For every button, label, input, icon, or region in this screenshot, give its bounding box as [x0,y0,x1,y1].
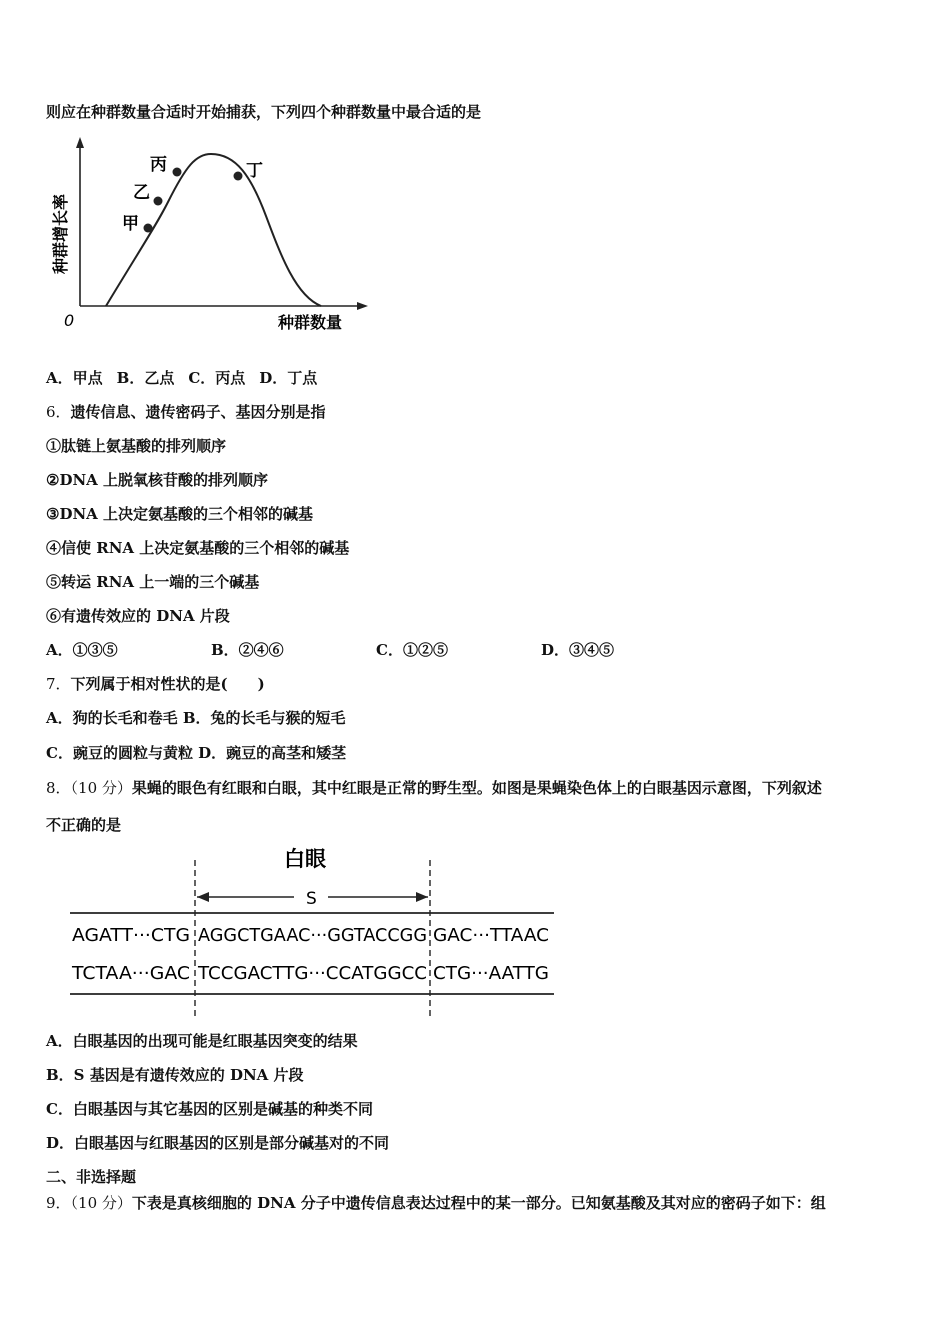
q5-options [46,368,317,388]
q7-stem-text: 下列属于相对性状的是( ) [70,675,265,693]
q8-option-b[interactable]: B．S 基因是有遗传效应的 DNA 片段 [46,1066,304,1084]
q7-options-row-2[interactable]: C．豌豆的圆粒与黄粒 D．豌豆的高茎和矮茎 [46,744,347,762]
q6-item-6: ⑥有遗传效应的 DNA 片段 [46,607,230,625]
q9-stem-text: 下表是真核细胞的 DNA 分子中遗传信息表达过程中的某一部分。已知氨基酸及其对应的密码子如下：组 [131,1194,826,1212]
q5-option-b[interactable]: B．乙点 [116,369,175,387]
q9-number: 9． [46,1194,71,1212]
segment-label-s: S [306,889,317,909]
q8-option-a[interactable]: A．白眼基因的出现可能是红眼基因突变的结果 [46,1032,358,1050]
q8-option-d[interactable]: D．白眼基因与红眼基因的区别是部分碱基对的不同 [46,1134,390,1152]
q6-option-b[interactable]: B．②④⑥ [211,641,284,659]
q8-option-c[interactable]: C．白眼基因与其它基因的区别是碱基的种类不同 [46,1100,373,1118]
point-bing [173,168,182,177]
q8-score: （10 分） [70,779,132,797]
q5-option-d[interactable]: D．丁点 [259,369,318,387]
q6-item-3: ③DNA 上决定氨基酸的三个相邻的碱基 [46,505,314,523]
point-yi [154,197,163,206]
q8-stem-line2: 不正确的是 [46,816,122,834]
q8-number: 8． [46,779,71,797]
q8-stem-line1: 果蝇的眼色有红眼和白眼，其中红眼是正常的野生型。如图是果蝇染色体上的白眼基因示意图，下列叙述 [131,779,822,797]
point-jia [144,224,153,233]
q7-number: 7． [46,675,71,693]
white-eye-gene-figure [66,842,558,1022]
y-axis-label: 种群增长率 [51,193,70,274]
gene-title: 白眼 [284,847,326,871]
q6-stem [46,402,326,422]
q6-option-d[interactable]: D．③④⑤ [541,641,615,659]
growth-rate-figure [46,136,376,336]
top-strand-right: GAC···TTAAC [433,925,549,946]
q5-option-c[interactable]: C．丙点 [188,369,246,387]
q5-stem: 则应在种群数量合适时开始捕获，下列四个种群数量中最合适的是 [46,103,482,121]
q7-options-row-1[interactable]: A．狗的长毛和卷毛 B．兔的长毛与猴的短毛 [46,709,346,727]
label-jia: 甲 [122,214,139,234]
q9-stem [46,1193,826,1213]
label-bing: 丙 [150,155,167,175]
x-axis-label: 种群数量 [278,313,343,332]
q6-options [46,640,706,660]
q6-number: 6． [46,403,71,421]
q6-option-c[interactable]: C．①②⑤ [376,641,448,659]
label-ding: 丁 [246,161,263,181]
bottom-strand-left: TCTAA···GAC [70,963,190,984]
top-strand-gene: AGGCTGAAC···GGTACCGG [198,925,427,946]
q6-item-2: ②DNA 上脱氧核苷酸的排列顺序 [46,471,269,489]
q6-item-5: ⑤转运 RNA 上一端的三个碱基 [46,573,260,591]
top-strand-left: AGATT···CTG [72,925,190,946]
q6-item-1: ①肽链上氨基酸的排列顺序 [46,437,227,455]
q7-stem [46,674,265,694]
section-2-title: 二、非选择题 [46,1168,137,1186]
q6-stem-text: 遗传信息、遗传密码子、基因分别是指 [70,403,326,421]
bottom-strand-right: CTG···AATTG [433,963,549,984]
label-yi: 乙 [133,183,150,203]
q6-option-a[interactable]: A．①③⑤ [46,641,118,659]
origin-label: 0 [64,311,75,330]
q6-item-4: ④信使 RNA 上决定氨基酸的三个相邻的碱基 [46,539,350,557]
q9-score: （10 分） [70,1194,132,1212]
q8-stem [46,778,822,798]
bottom-strand-gene: TCCGACTTG···CCATGGCC [196,963,427,984]
q5-option-a[interactable]: A．甲点 [46,369,103,387]
point-ding [234,172,243,181]
